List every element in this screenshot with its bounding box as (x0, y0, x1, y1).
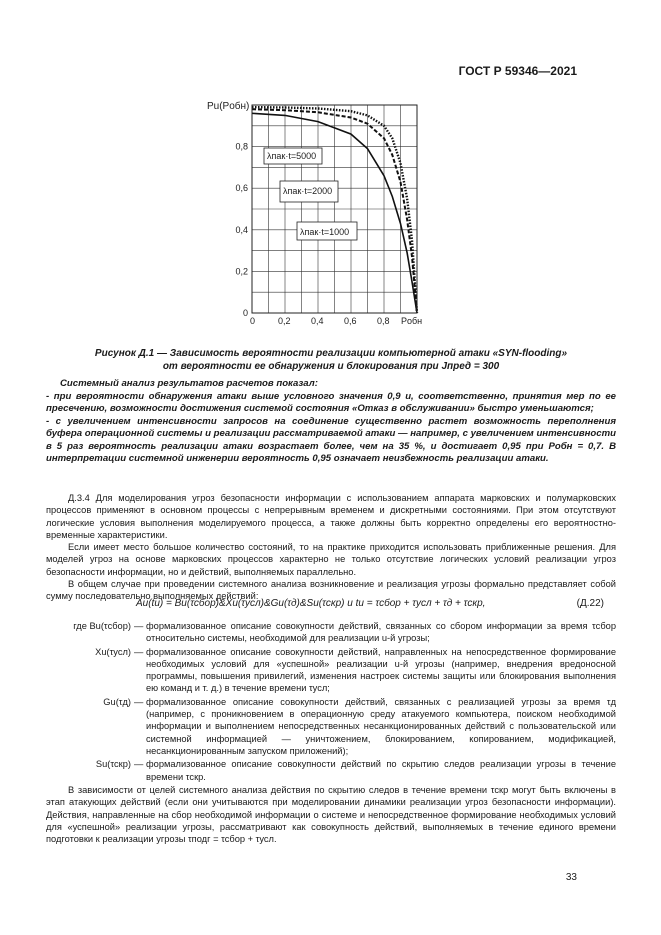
definition-text: формализованное описание совокупности действий, направленных на непосредственное формирование необходимых условий для «успешной» реализации u-й угрозы (например, внедрения вредоносной программы, повышения привилегий, изменения настроек системы защиты или блокирования выполнения ею команд и т. д.) в течение времени τусл; (146, 646, 616, 694)
definition-text: формализованное описание совокупности действий, связанных с реализацией угрозы за время τд (например, с проникновением в операционную среду атакуемого компьютера, поиском необходимой информации и выполнением непосредственных несанкционированных действий с пользовательской или системной информацией — уничтожением, блокированием, копированием, модификацией, несанкционированным запуском приложений); (146, 696, 616, 756)
figure-caption (46, 347, 616, 373)
definition-term: Gu(τд) (103, 696, 131, 707)
body-text-1 (46, 492, 616, 603)
definition-list (46, 620, 616, 784)
definition-text: формализованное описание совокупности действий по скрытию следов реализации угрозы в течение времени τскр. (146, 759, 616, 782)
paragraph-hiding: В зависимости от целей системного анализа действия по скрытию следов в течение времени τскр могут быть включены в этап атакующих действий (если они учитываются при моделировании динамики реализации угроз безопасности информации). Действия, направленные на сбор необходимой информации о системе и непосредственное формирование необходимых условий для «успешной» реализации угрозы, рассматривают как совокупность действий, выполняемых в течение единого времени подготовки к реализации угрозы τподг = τсбор + τусл. (46, 785, 616, 845)
analysis-intro: Системный анализ результатов расчетов показал: (60, 378, 318, 389)
label-box-5000 (264, 148, 322, 164)
x-tick-label: 0,6 (344, 316, 357, 326)
analysis-block (46, 378, 616, 466)
curve-label-1000: λпак·t=1000 (300, 227, 350, 237)
equation-formula: Au(tu) = Bu(τсбор)&Xu(τусл)&Gu(τд)&Su(τскр) и tu = τсбор + τусл + τд + τскр, (136, 598, 486, 609)
y-tick-label: 0,8 (235, 141, 248, 152)
paragraph-general: В общем случае при проведении системного анализа возникновение и реализация угрозы формально представляет собой сумму последовательно выполняемых действий: (46, 579, 616, 602)
analysis-point-1: - при вероятности обнаружения атаки выше условного значения 0,9 и, соответственно, принятия мер по ее пресечению, возможности достижения системой состояния «Отказ в обслуживании» быстро уменьшаются; (46, 390, 616, 414)
document-header: ГОСТ Р 59346—2021 (458, 64, 577, 78)
equation-number: (Д.22) (576, 598, 604, 609)
definition-term: где Bu(τсбор) (73, 621, 131, 631)
x-axis-label: Pобн (401, 316, 423, 326)
y-tick-label: 0,2 (235, 266, 248, 277)
definition-item: где Bu(τсбор) — формализованное описание совокупности действий, связанных со сбором информации за время τсбор относительно системы, необходимой для реализации u-й угрозы; (46, 620, 616, 645)
paragraph-approx: Если имеет место большое количество состояний, то на практике приходится использовать приближенные решения. Для моделей угроз на основе марковских процессов характерно не только отсутствие логических условий реализации угроз безопасности информации, но и действий, выполняемых параллельно. (46, 542, 616, 577)
definition-item: Su(τскр) — формализованное описание совокупности действий по скрытию следов реализации угрозы в течение времени τскр. (46, 758, 616, 783)
x-tick-label: 0,2 (278, 316, 291, 326)
equation-d22 (46, 598, 616, 614)
y-tick-label: 0,6 (235, 183, 248, 194)
x-tick-label: 0 (250, 316, 256, 326)
curve-label-5000: λпак·t=5000 (267, 151, 317, 161)
body-text-2 (46, 784, 616, 845)
curve-label-2000: λпак·t=2000 (283, 186, 333, 196)
figure-caption-line2: от вероятности ее обнаружения и блокирования при Jпред = 300 (162, 361, 500, 372)
definition-term: Xu(τусл) (95, 646, 131, 657)
figure-caption-line1: Рисунок Д.1 — Зависимость вероятности реализации компьютерной атаки «SYN-flooding» (94, 348, 568, 359)
x-tick-label: 0,8 (377, 316, 390, 326)
chart (205, 95, 435, 335)
paragraph-d34: Д.3.4 Для моделирования угроз безопасности информации с использованием аппарата марковских и полумарковских процессов применяют в основном процессы с непрерывным временем и дискретными состояниями. При этом отсутствуют логические условия выполнения моделируемого процесса, а также должны быть корректно определены его вероятностно-временные характеристики. (46, 493, 616, 540)
label-box-1000 (297, 222, 357, 240)
definition-text: формализованное описание совокупности действий, связанных со сбором информации за время τсбор относительно системы, необходимой для реализации u-й угрозы; (146, 621, 616, 644)
x-tick-label: 0,4 (311, 316, 324, 326)
definition-item: Gu(τд) — формализованное описание совокупности действий, связанных с реализацией угрозы за время τд (например, с проникновением в операционную среду атакуемого компьютера, поиском необходимой информации и выполнением непосредственных несанкционированных действий с пользовательской или системной информацией — уничтожением, блокированием, копированием, модификацией, несанкционированным запуском приложений); (46, 696, 616, 757)
page-number: 33 (565, 872, 577, 883)
analysis-point-2: - с увеличением интенсивности запросов на соединение существенно растет возможность переполнения буфера операционной системы и реализации рассматриваемой атаки — например, с увеличением интенсивности в 5 раз вероятность реализации атаки возрастает более, чем на 35 %, и достигает 0,95 при Pобн = 0,7. В интерпретации системной инженерии вероятность 0,95 означает неизбежность реализации атаки. (46, 415, 616, 464)
label-box-2000 (280, 181, 338, 202)
definition-term: Su(τскр) (95, 759, 131, 770)
y-tick-label: 0 (242, 308, 248, 318)
y-axis-label: Pu(Pобн) (207, 101, 250, 112)
chart-grid (252, 105, 417, 313)
y-tick-label: 0,4 (235, 224, 248, 235)
definition-item: Xu(τусл) — формализованное описание совокупности действий, направленных на непосредственное формирование необходимых условий для «успешной» реализации u-й угрозы (например, внедрения вредоносной программы, повышения привилегий, изменения настроек системы защиты или блокирования выполнения ею команд и т. д.) в течение времени τусл; (46, 646, 616, 695)
